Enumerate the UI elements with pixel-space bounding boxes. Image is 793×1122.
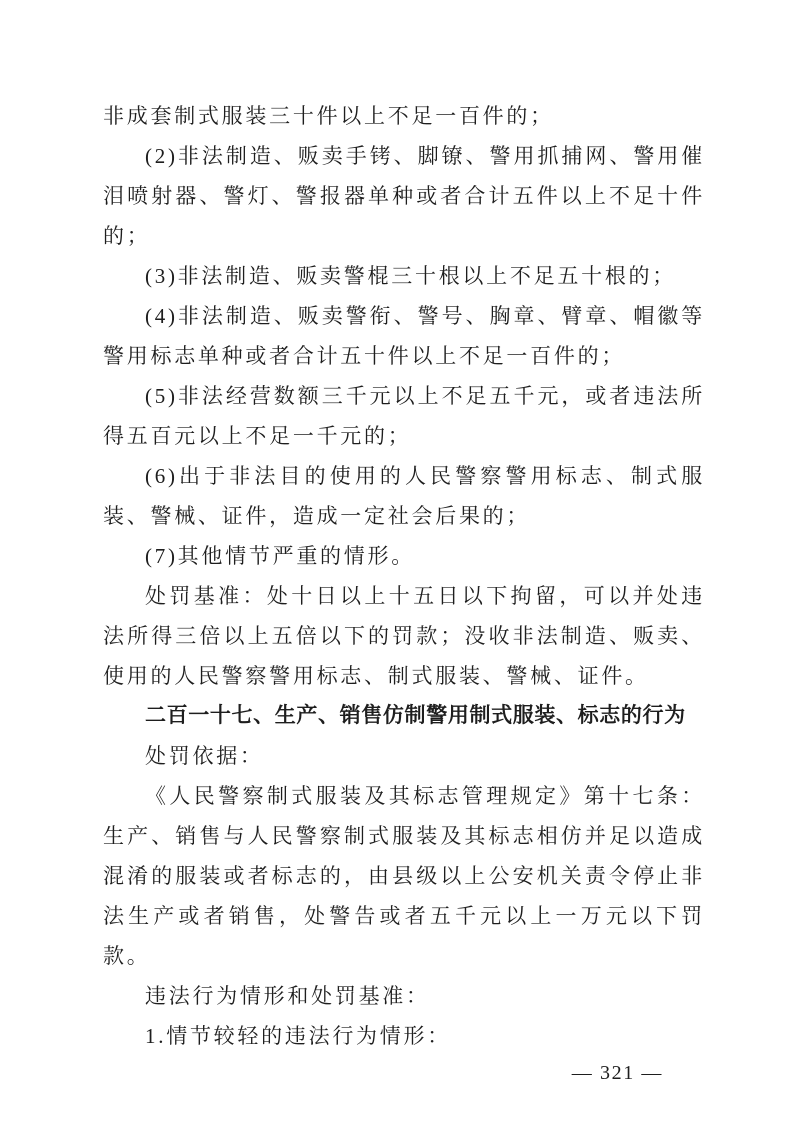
page-number: — 321 — [571, 1062, 663, 1084]
body-paragraph-regulation-article-17: 《人民警察制式服装及其标志管理规定》第十七条：生产、销售与人民警察制式服装及其标志相仿并足以造成混淆的服装或者标志的，由县级以上公安机关责令停止非法生产或者销售，处警告或者五千元以上一万元以下罚款。 [103, 784, 705, 968]
section-heading-217: 二百一十七、生产、销售仿制警用制式服装、标志的行为 [145, 704, 686, 727]
body-paragraph-penalty-basis-label: 处罚依据： [145, 744, 264, 768]
body-paragraph-violation-standard-label: 违法行为情形和处罚基准： [145, 984, 430, 1008]
body-paragraph-penalty-standard: 处罚基准：处十日以上十五日以下拘留，可以并处违法所得三倍以上五倍以下的罚款；没收非法制造、贩卖、使用的人民警察警用标志、制式服装、警械、证件。 [103, 584, 705, 688]
body-paragraph-item-6: (6)出于非法目的使用的人民警察警用标志、制式服装、警械、证件，造成一定社会后果的； [103, 464, 705, 528]
body-paragraph-item-3: (3)非法制造、贩卖警棍三十根以上不足五十根的； [145, 264, 677, 288]
body-paragraph-minor-circumstances-label: 1.情节较轻的违法行为情形： [145, 1024, 451, 1048]
body-paragraph-item-4: (4)非法制造、贩卖警衔、警号、胸章、臂章、帽徽等警用标志单种或者合计五十件以上不足一百件的； [103, 304, 705, 368]
body-paragraph-continuation: 非成套制式服装三十件以上不足一百件的； [103, 104, 554, 128]
body-paragraph-item-7: (7)其他情节严重的情形。 [145, 544, 415, 568]
body-paragraph-item-5: (5)非法经营数额三千元以上不足五千元，或者违法所得五百元以上不足一千元的； [103, 384, 705, 448]
body-paragraph-item-2: (2)非法制造、贩卖手铐、脚镣、警用抓捕网、警用催泪喷射器、警灯、警报器单种或者合计五件以上不足十件的； [103, 144, 705, 248]
